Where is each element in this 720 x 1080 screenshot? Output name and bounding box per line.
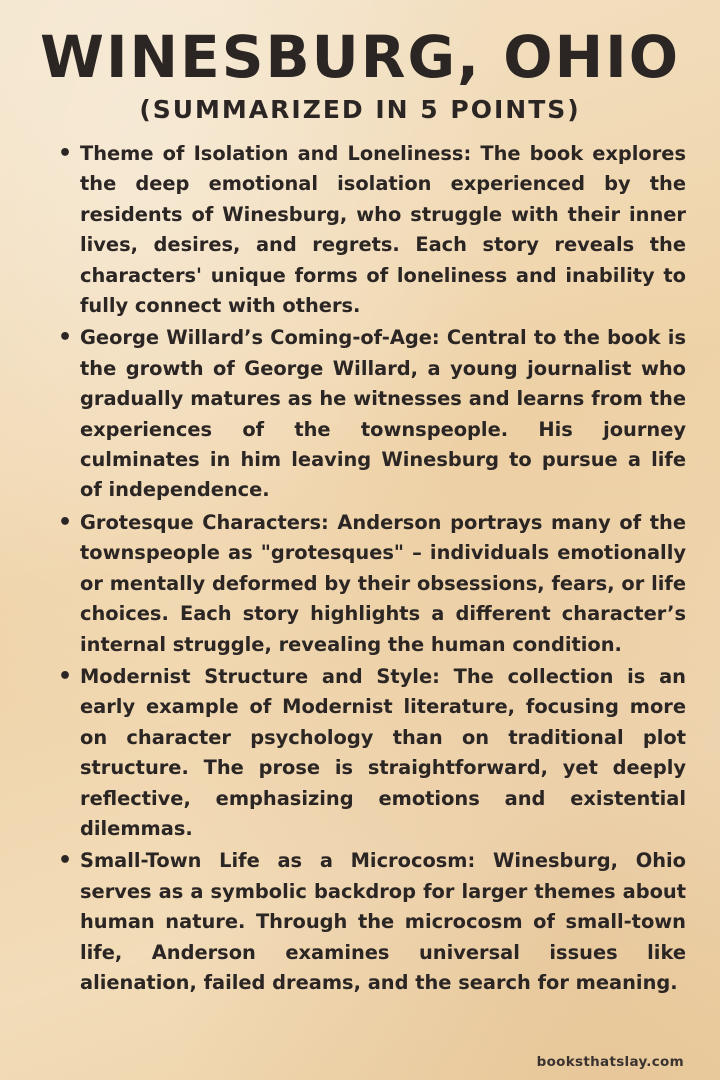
summary-point-modernist-style: • Modernist Structure and Style: The collection is an early example of Modernist literature, focusing more on character psychology than on traditional plot structure. The prose is straightforward, yet deeply reflective, emphasizing emotions and existential dilemmas. <box>80 662 686 844</box>
page-subtitle: (SUMMARIZED IN 5 POINTS) <box>139 95 581 124</box>
summary-point-coming-of-age: • George Willard’s Coming-of-Age: Central to the book is the growth of George Willard, a young journalist who gradually matures as he witnesses and learns from the experiences of the townspeople. His journey culminates in him leaving Winesburg to pursue a life of independence. <box>80 323 686 505</box>
summary-point-grotesque-characters: • Grotesque Characters: Anderson portrays many of the townspeople as "grotesques" – individuals emotionally or mentally deformed by their obsessions, fears, or life choices. Each story highlights a different character’s internal struggle, revealing the human condition. <box>80 508 686 660</box>
page-title: WINESBURG, OHIO <box>39 23 681 91</box>
site-watermark: booksthatslay.com <box>536 1054 684 1070</box>
summary-point-isolation: • Theme of Isolation and Loneliness: The book explores the deep emotional isolation experienced by the residents of Winesburg, who struggle with their inner lives, desires, and regrets. Each story reveals the characters' unique forms of loneliness and inability to fully connect with others. <box>80 139 686 321</box>
summary-points-list <box>80 139 686 1000</box>
summary-point-small-town-life: • Small-Town Life as a Microcosm: Winesburg, Ohio serves as a symbolic backdrop for larger themes about human nature. Through the microcosm of small-town life, Anderson examines universal issues like alienation, failed dreams, and the search for meaning. <box>80 846 686 998</box>
